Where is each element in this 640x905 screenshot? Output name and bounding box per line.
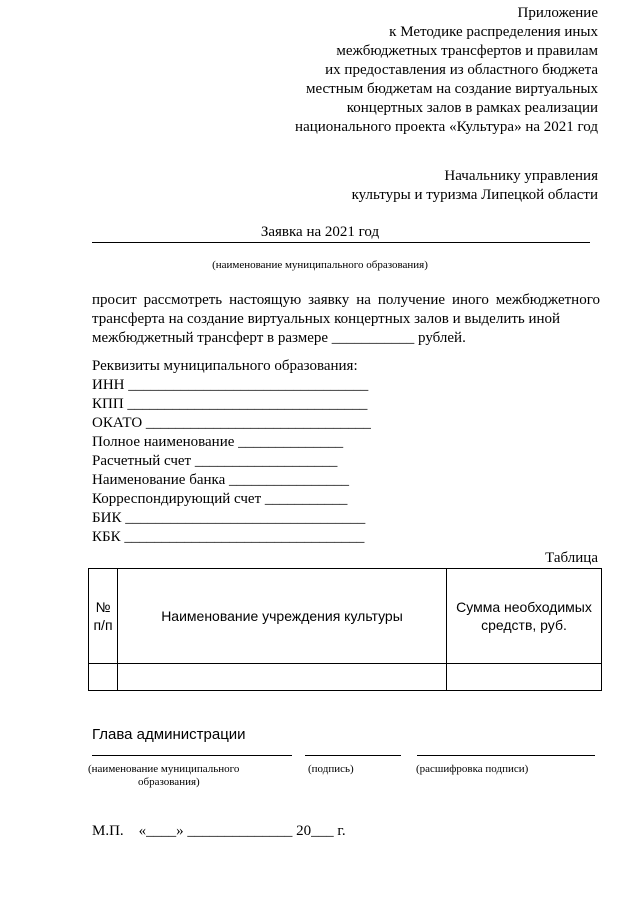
- requisite-line: КПП ________________________________: [92, 396, 368, 412]
- requisite-line: Корреспондирующий счет ___________: [92, 491, 348, 507]
- appendix-line: национального проекта «Культура» на 2021 год: [295, 119, 598, 135]
- header-institution: Наименование учреждения культуры: [118, 569, 447, 664]
- table-row: [89, 664, 602, 691]
- signature-line: [305, 755, 401, 756]
- header-amount: Сумма необходимых средств, руб.: [447, 569, 602, 664]
- caption-municipality: [88, 763, 278, 789]
- municipality-name-line: [92, 242, 590, 243]
- table-cell: [118, 664, 447, 691]
- addressee-line: культуры и туризма Липецкой области: [351, 187, 598, 203]
- requisites-block: [92, 357, 371, 547]
- signature-title: Глава администрации: [92, 726, 246, 743]
- table-header-row: [89, 569, 602, 664]
- municipality-signature-line: [92, 755, 292, 756]
- appendix-line: к Методике распределения иных: [389, 24, 598, 40]
- addressee-line: Начальнику управления: [444, 168, 598, 184]
- caption-municipality-line1: (наименование муниципального: [88, 763, 240, 775]
- requisite-line: Полное наименование ______________: [92, 434, 344, 450]
- requisite-line: БИК ________________________________: [92, 510, 366, 526]
- appendix-line: местным бюджетам на создание виртуальных: [305, 81, 598, 97]
- caption-signature: (подпись): [308, 763, 354, 775]
- request-paragraph: [92, 291, 600, 348]
- municipality-caption: (наименование муниципального образования): [212, 259, 428, 271]
- appendix-line: их предоставления из областного бюджета: [325, 62, 598, 78]
- decode-signature-line: [417, 755, 595, 756]
- requisite-line: Расчетный счет ___________________: [92, 453, 338, 469]
- appendix-line: межбюджетных трансфертов и правилам: [336, 43, 598, 59]
- requisites-heading: Реквизиты муниципального образования:: [92, 358, 358, 374]
- caption-decode: (расшифровка подписи): [416, 763, 529, 775]
- header-number: № п/п: [89, 569, 118, 664]
- table-label: Таблица: [545, 550, 598, 566]
- requisite-line: ИНН ________________________________: [92, 377, 369, 393]
- appendix-line: концертных залов в рамках реализации: [346, 100, 598, 116]
- request-paragraph-main: просит рассмотреть настоящую заявку на получение иного межбюджетного трансферта на создание виртуальных концертных залов и выделить иной: [92, 292, 600, 327]
- request-paragraph-last: межбюджетный трансферт в размере ___________ рублей.: [92, 330, 466, 346]
- table-cell: [89, 664, 118, 691]
- requisite-line: КБК ________________________________: [92, 529, 365, 545]
- requisite-line: Наименование банка ________________: [92, 472, 349, 488]
- addressee-block: [268, 167, 598, 205]
- request-title: Заявка на 2021 год: [260, 224, 380, 240]
- appendix-line: Приложение: [517, 5, 598, 21]
- caption-municipality-line2: образования): [138, 776, 200, 788]
- requisite-line: ОКАТО ______________________________: [92, 415, 371, 431]
- funding-table: [88, 568, 602, 691]
- table-cell: [447, 664, 602, 691]
- appendix-block: [238, 4, 598, 137]
- stamp-date-line: М.П. «____» ______________ 20___ г.: [92, 823, 346, 839]
